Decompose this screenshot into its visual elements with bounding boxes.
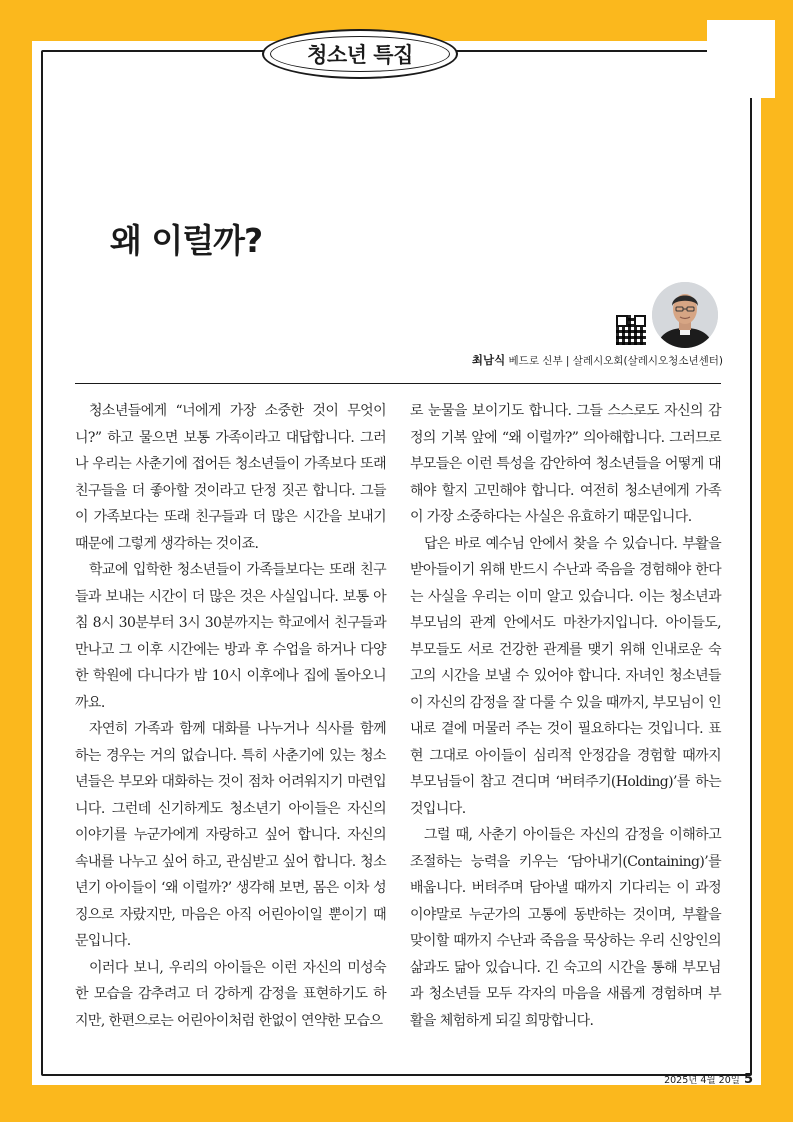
- paragraph: 답은 바로 예수님 안에서 찾을 수 있습니다. 부활을 받아들이기 위해 반드시 수난과 죽음을 경험해야 한다는 사실을 우리는 이미 알고 있습니다. 이는 청소년과 부모님의 관계 안에서도 마찬가지입니다. 아이들도, 부모들도 서로 건강한 관계를 맺기 위해 인내로운 숙고의 시간을 보낼 수 있어야 합니다. 자녀인 청소년들이 자신의 감정을 잘 다룰 수 있을 때까지, 부모님이 인내로 곁에 머물러 주는 것이 필요하다는 것입니다. 표현 그대로 아이들이 심리적 안정감을 경험할 때까지 부모님들이 참고 견디며 ‘버텨주기(Holding)’를 하는 것입니다.: [410, 535, 721, 817]
- section-banner-inner: [270, 36, 450, 72]
- article-title: 왜 이럴까?: [110, 221, 263, 260]
- article-column-right: [410, 398, 721, 1034]
- article-column-left: [75, 398, 386, 1034]
- author-portrait: [652, 282, 718, 348]
- paragraph: 자연히 가족과 함께 대화를 나누거나 식사를 함께 하는 경우는 거의 없습니다. 특히 사춘기에 있는 청소년들은 부모와 대화하는 것이 점차 어려워지기 마련입니다. 그런데 신기하게도 청소년기 아이들은 자신의 이야기를 누군가에게 자랑하고 싶어 합니다. 자신의 속내를 나누고 싶어 하고, 관심받고 싶어 합니다. 청소년기 아이들이 ‘왜 이럴까?’ 생각해 보면, 몸은 이차 성징으로 자랐지만, 마음은 아직 어린아이일 뿐이기 때문입니다.: [75, 721, 386, 949]
- page-footer: [664, 1072, 753, 1087]
- section-banner: [262, 29, 458, 79]
- header-divider: [75, 383, 721, 384]
- author-detail: 베드로 신부 | 살레시오회(살레시오청소년센터): [508, 355, 723, 367]
- issue-date: 2025년 4월 20일: [664, 1075, 740, 1086]
- paragraph: 청소년들에게 “너에게 가장 소중한 것이 무엇이니?” 하고 물으면 보통 가족이라고 대답합니다. 그러나 우리는 사춘기에 접어든 청소년들이 가족보다 또래 친구들을 더 좋아할 것이라고 단정 짓곤 합니다. 그들이 가족보다는 또래 친구들과 더 많은 시간을 보내기 때문에 그렇게 생각하는 것이죠.: [75, 403, 386, 552]
- page-number: 5: [743, 1072, 753, 1087]
- author-name: 최남식: [471, 353, 506, 367]
- section-label: 청소년 특집: [307, 43, 413, 67]
- paragraph: 학교에 입학한 청소년들이 가족들보다는 또래 친구들과 보내는 시간이 더 많은 것은 사실입니다. 보통 아침 8시 30분부터 3시 30분까지는 학교에서 친구들과 만나고 그 이후 시간에는 방과 후 수업을 하거나 다양한 학원에 다니다가 밤 10시 이후에나 집에 돌아오니까요.: [75, 562, 386, 711]
- author-byline: [472, 352, 723, 368]
- corner-blank-box: [707, 20, 775, 98]
- paragraph: 그럴 때, 사춘기 아이들은 자신의 감정을 이해하고 조절하는 능력을 키우는 ‘담아내기(Containing)’를 배웁니다. 버텨주며 담아낼 때까지 기다리는 이 과정이야말로 누군가의 고통에 동반하는 것이며, 부활을 맞이할 때까지 수난과 죽음을 묵상하는 우리 신앙인의 삶과도 닮아 있습니다. 긴 숙고의 시간을 통해 부모님과 청소년들 모두 각자의 마음을 새롭게 경험하며 부활을 체험하게 되길 희망합니다.: [410, 827, 721, 1029]
- paragraph: 로 눈물을 보이기도 합니다. 그들 스스로도 자신의 감정의 기복 앞에 “왜 이럴까?” 의아해합니다. 그러므로 부모들은 이런 특성을 감안하여 청소년들을 어떻게 대해야 할지 고민해야 합니다. 여전히 청소년에게 가족이 가장 소중하다는 사실은 유효하기 때문입니다.: [410, 403, 721, 525]
- paragraph: 이러다 보니, 우리의 아이들은 이런 자신의 미성숙한 모습을 감추려고 더 강하게 감정을 표현하기도 하지만, 한편으로는 어린아이처럼 한없이 연약한 모습으: [75, 959, 386, 1029]
- qr-code-icon[interactable]: [616, 315, 646, 345]
